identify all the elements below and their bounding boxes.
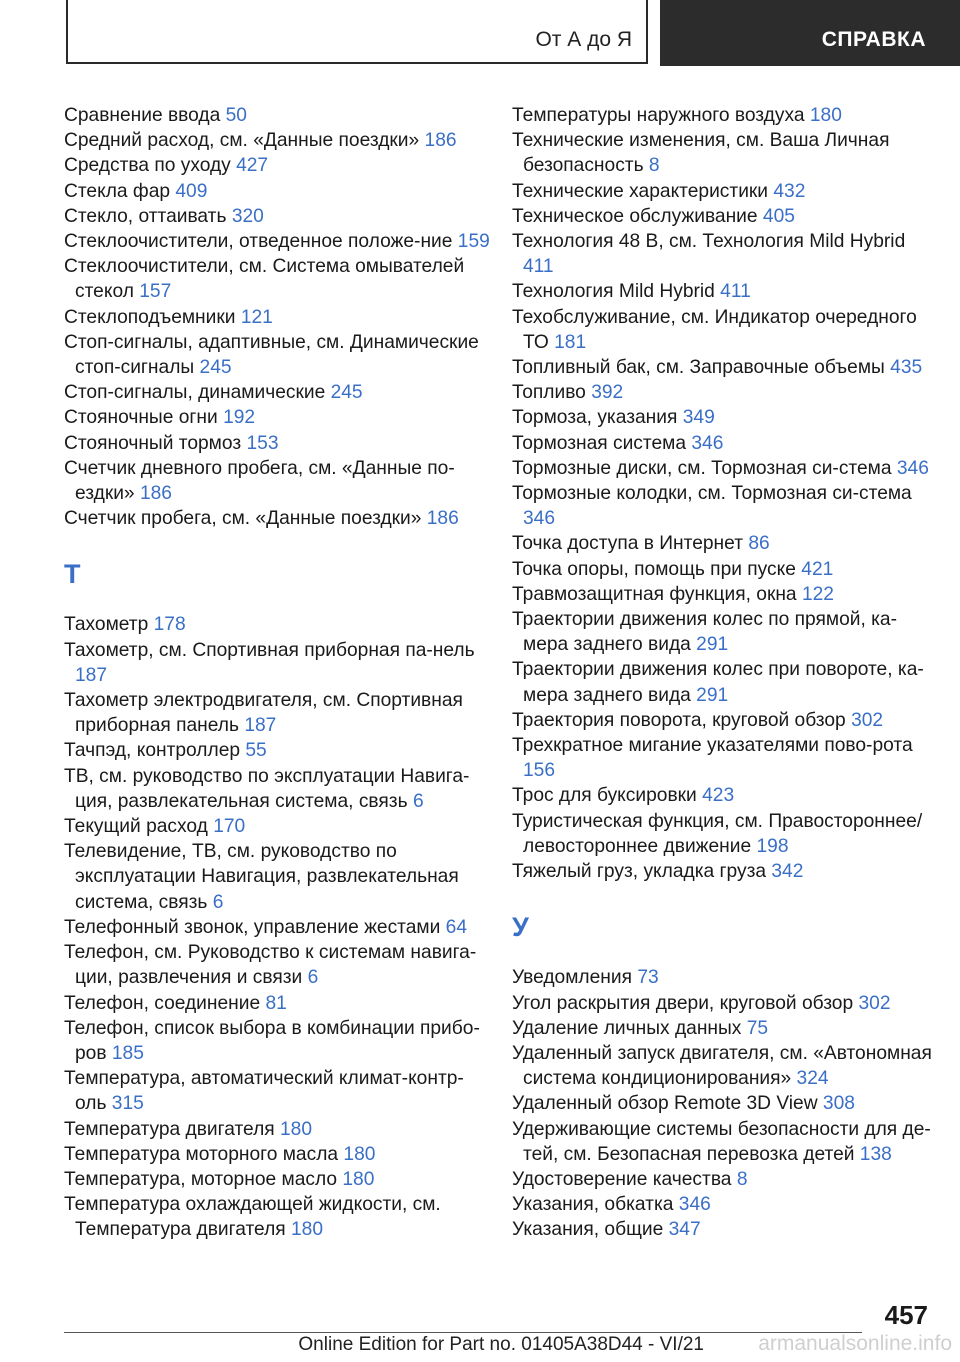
entry-text: Сравнение ввода [64,105,221,126]
entry-text: Траектории движения колес при повороте, ка-мера заднего вида [512,659,924,706]
page-link[interactable]: 198 [756,835,789,857]
page-link[interactable]: 138 [859,1143,892,1165]
page-link[interactable]: 302 [851,709,884,731]
entry-text: Стоп-сигналы, адаптивные, см. Динамические стоп-сигналы [64,331,479,379]
index-entry [64,638,494,688]
entry-text: Телефон, список выбора в комбинации прибо-ров [64,1017,480,1064]
entry-text: Указания, обкатка [512,1194,674,1216]
page-link[interactable]: 342 [771,861,804,883]
entry-text: Тормоза, указания [512,407,678,429]
entry-text: Тахометр, см. Спортивная приборная па-нель [64,639,475,661]
entry-text: Стекла фар [64,180,171,202]
page-link[interactable]: 170 [213,816,246,838]
page-number: 457 [884,1300,928,1330]
page-link[interactable]: 432 [773,180,806,202]
index-entry [64,1066,494,1116]
entry-text: Техобслуживание, см. Индикатор очередного ТО [512,306,917,353]
index-entry [64,915,494,940]
page-link[interactable]: 346 [896,457,929,479]
entry-text: Тахометр [64,614,149,636]
index-entry [512,481,932,531]
index-entry [512,1091,932,1116]
page-link[interactable]: 156 [523,760,556,782]
index-entry [512,179,932,204]
index-column-left [64,103,494,1243]
entry-text: ТВ, см. руководство по эксплуатации Навига-ция, развлекательная система, связь [64,765,470,812]
entry-text: Температура моторного масла [64,1143,339,1165]
entry-text: Угол раскрытия двери, круговой обзор [512,992,854,1014]
index-entry [64,738,494,763]
page-link[interactable]: 75 [746,1017,769,1039]
page-link[interactable]: 55 [245,740,267,762]
entry-text: Удаление личных данных [512,1017,742,1039]
page-link[interactable]: 346 [678,1194,711,1216]
index-entry [512,991,932,1016]
index-entry [64,431,494,456]
entry-text: Температуры наружного воздуха [512,105,805,126]
page-link[interactable]: 349 [682,407,715,429]
entry-text: Температура, автоматический климат-контр-оль [64,1068,464,1115]
page-link[interactable]: 315 [111,1093,144,1115]
index-entry [64,179,494,204]
page-link[interactable]: 186 [426,508,459,530]
entry-text: Телефон, см. Руководство к системам навига-ции, развлечения и связи [64,942,477,989]
page-link[interactable]: 347 [668,1219,701,1241]
index-entry [64,153,494,178]
page-link[interactable]: 427 [236,155,269,177]
index-entry [512,204,932,229]
page-link[interactable]: 186 [139,483,172,505]
entry-text: Стеклоочистители, см. Система омывателей стекол [64,256,465,303]
page-link[interactable]: 187 [244,715,277,737]
page-link[interactable]: 411 [720,281,751,303]
index-entry [64,1142,494,1167]
index-entry [64,839,494,915]
index-entry [512,456,932,481]
entry-text: Телевидение, ТВ, см. руководство по эксплуатации Навигация, развлекательная система, связь [64,841,459,913]
section-letter: Т [64,559,81,590]
page-link[interactable]: 245 [330,382,363,404]
page-link[interactable]: 346 [523,508,556,530]
page-link[interactable]: 180 [291,1219,324,1241]
page-link[interactable]: 181 [554,331,587,353]
page-link[interactable]: 159 [457,231,490,253]
page-link[interactable]: 6 [412,790,424,812]
entry-text: Траектория поворота, круговой обзор [512,709,846,731]
index-entry [512,128,932,178]
index-entry [512,733,932,783]
page-link[interactable]: 157 [139,281,172,303]
page-link[interactable]: 178 [153,614,186,636]
index-entry [512,657,932,707]
index-column-right [512,103,932,1243]
index-entry [512,431,932,456]
page-link[interactable]: 153 [246,432,279,454]
index-entry [64,1192,494,1242]
index-entry [64,405,494,430]
entry-text: Стеклоочистители, отведенное положе-ние [64,231,453,253]
index-entry [64,1117,494,1142]
page-link[interactable]: 302 [858,992,891,1014]
index-entry [512,1192,932,1217]
page-link[interactable]: 346 [691,432,724,454]
index-entry [64,305,494,330]
page-link[interactable]: 421 [801,558,834,580]
entry-text: Тачпэд, контроллер [64,740,241,762]
page-link[interactable]: 185 [111,1042,144,1064]
header-subsection-box [66,0,648,64]
entry-text: Трехкратное мигание указателями пово-рота [512,735,913,757]
index-entry [64,506,494,531]
entry-text: Удаленный запуск двигателя, см. «Автономная система кондиционирования» [512,1042,932,1090]
entry-text: Стекло, оттаивать [64,205,227,227]
index-entry [64,814,494,839]
entry-text: Травмозащитная функция, окна [512,583,797,605]
page-link[interactable]: 64 [445,916,468,938]
entry-text: Тормозная система [512,432,687,454]
index-entry [512,1016,932,1041]
entry-text: Туристическая функция, см. Правостороннее/левостороннее движение [512,810,923,857]
watermark-logo: armanualsonline.info [758,1332,952,1355]
page-link[interactable]: 180 [342,1168,375,1190]
index-entry [512,582,932,607]
page-link[interactable]: 411 [523,256,554,278]
page-link[interactable]: 409 [175,180,208,202]
index-entry [64,1016,494,1066]
entry-text: Стоп-сигналы, динамические [64,382,326,404]
index-entry [512,279,932,304]
entry-text: Тахометр электродвигателя, см. Спортивная приборная панель [64,690,463,737]
entry-text: Технология Mild Hybrid [512,281,715,303]
page-link[interactable]: 324 [796,1068,829,1090]
page-link[interactable]: 86 [748,533,770,555]
entry-text: Тормозные колодки, см. Тормозная си-стема [512,483,912,505]
index-entry [512,531,932,556]
page-link[interactable]: 392 [591,382,624,404]
index-entry [64,229,494,254]
index-entry [512,783,932,808]
entry-text: Точка опоры, помощь при пуске [512,558,796,580]
entry-text: Удаленный обзор Remote 3D View [512,1093,818,1115]
entry-text: Средний расход, см. «Данные поездки» [64,130,420,152]
index-entry [512,965,932,990]
page-link[interactable]: 6 [307,967,319,989]
entry-text: Счетчик пробега, см. «Данные поездки» [64,508,422,530]
page-link[interactable]: 423 [702,785,735,807]
page-link[interactable]: 291 [696,634,729,656]
index-entry [512,859,932,884]
page-link[interactable]: 122 [801,583,834,605]
section-letter: У [512,912,529,943]
index-entry [64,330,494,380]
index-entry [512,708,932,733]
page-link[interactable]: 320 [231,205,264,227]
page-link[interactable]: 405 [762,205,795,227]
index-entry [512,305,932,355]
index-entry [64,254,494,304]
index-entry [64,612,494,637]
index-entry [64,940,494,990]
index-entry [64,688,494,738]
entry-text: Точка доступа в Интернет [512,533,743,555]
entry-text: Технология 48 В, см. Технология Mild Hybrid [512,231,906,253]
entry-text: Температура двигателя [64,1118,275,1140]
entry-text: Телефонный звонок, управление жестами [64,916,441,938]
entry-text: Телефон, соединение [64,992,261,1014]
entry-text: Стеклоподъемники [64,306,236,328]
header-section: СПРАВКА [821,28,926,51]
page-link[interactable]: 192 [223,407,256,429]
page-link[interactable]: 73 [637,967,659,989]
footer-divider [64,1332,862,1333]
entry-text: Температура охлаждающей жидкости, см. Температура двигателя [64,1194,441,1241]
entry-text: Удерживающие системы безопасности для де-тей, см. Безопасная перевозка детей [512,1118,931,1165]
entry-text: Указания, общие [512,1219,664,1241]
index-entry [64,991,494,1016]
page-link[interactable]: 8 [736,1168,748,1190]
page-link[interactable]: 6 [212,891,224,913]
header-subsection: От А до Я [535,28,632,51]
entry-text: Уведомления [512,967,632,989]
footer-edition: Online Edition for Part no. 01405A38D44 - VI/21 [298,1334,704,1355]
page-link[interactable]: 121 [240,306,273,328]
page-link[interactable]: 8 [648,155,660,177]
entry-text: Трос для буксировки [512,785,697,807]
page-link[interactable]: 308 [822,1093,855,1115]
index-entry [512,809,932,859]
index-entry [64,456,494,506]
header-section-box [660,0,960,66]
page-link[interactable]: 50 [225,105,247,126]
index-entry [512,557,932,582]
index-entry [512,380,932,405]
entry-text: Удостоверение качества [512,1168,732,1190]
index-entry [64,128,494,153]
index-entry [512,103,932,128]
entry-text: Температура, моторное масло [64,1168,338,1190]
entry-text: Топливо [512,382,586,404]
entry-text: Средства по уходу [64,155,231,177]
entry-text: Стояночные огни [64,407,218,429]
entry-text: Траектории движения колес по прямой, ка-мера заднего вида [512,609,897,656]
page-link[interactable]: 180 [280,1118,313,1140]
page-header [0,0,960,66]
page-link[interactable]: 186 [424,130,457,152]
entry-text: Технические изменения, см. Ваша Личная безопасность [512,130,890,177]
index-entry [512,1167,932,1192]
entry-text: Тормозные диски, см. Тормозная си-стема [512,457,892,479]
page-link[interactable]: 435 [890,357,923,379]
index-entry [512,1217,932,1242]
page-link[interactable]: 291 [696,684,729,706]
index-entry [512,1041,932,1091]
page-link[interactable]: 180 [809,105,842,126]
entry-text: Тяжелый груз, укладка груза [512,861,767,883]
index-entry [64,764,494,814]
index-entry [512,405,932,430]
entry-text: Техническое обслуживание [512,205,758,227]
page-link[interactable]: 245 [199,357,232,379]
page-link[interactable]: 187 [75,664,108,686]
index-entry [64,103,494,128]
entry-text: Технические характеристики [512,180,769,202]
index-entry [512,1117,932,1167]
index-entry [64,380,494,405]
index-entry [64,1167,494,1192]
index-entry [512,229,932,279]
index-entry [512,355,932,380]
page-link[interactable]: 81 [265,992,287,1014]
page-link[interactable]: 180 [343,1143,376,1165]
index-entry [512,607,932,657]
entry-text: Стояночный тормоз [64,432,242,454]
entry-text: Текущий расход [64,816,208,838]
entry-text: Счетчик дневного пробега, см. «Данные по-ездки» [64,457,455,505]
entry-text: Топливный бак, см. Заправочные объемы [512,357,885,379]
index-entry [64,204,494,229]
